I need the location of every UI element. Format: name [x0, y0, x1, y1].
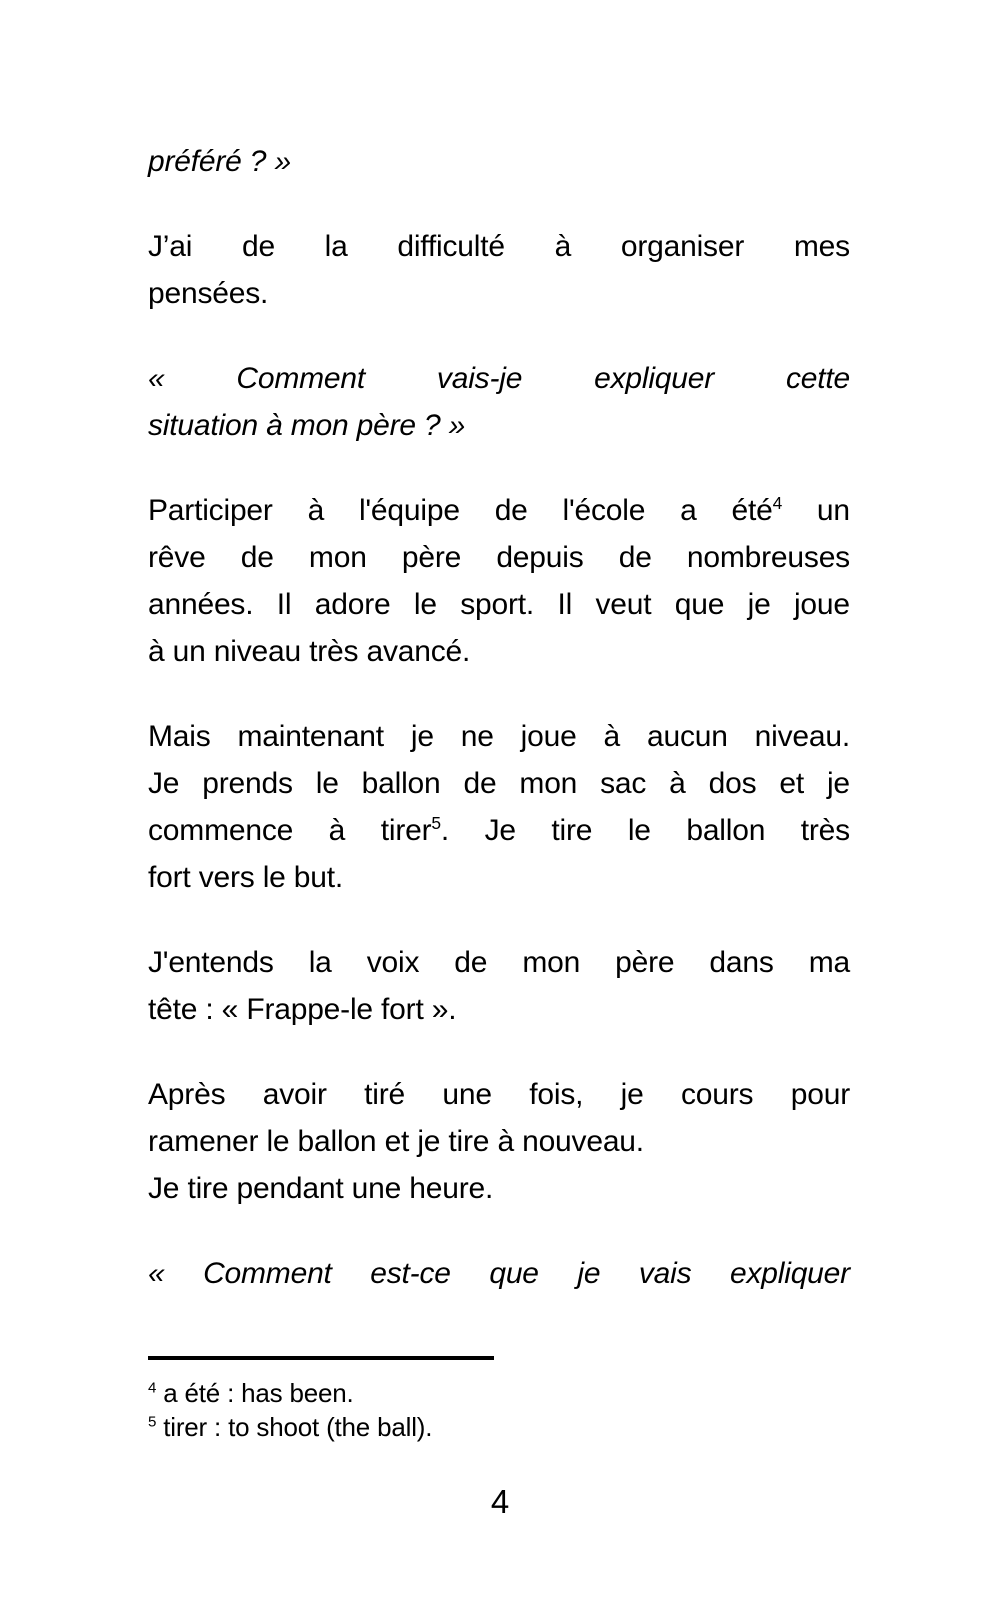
text-line [148, 713, 850, 760]
word: je [577, 1257, 601, 1290]
word: à [554, 230, 572, 263]
word: vais [638, 1257, 692, 1290]
word: Il [557, 588, 573, 621]
word: J'entends [148, 946, 274, 979]
word: a [680, 494, 697, 527]
word: à [328, 814, 346, 847]
text-column [148, 138, 850, 1335]
word: je [826, 767, 850, 800]
text-line: situation à mon père ? » [148, 409, 466, 442]
word: organiser [620, 230, 745, 263]
word: sac [600, 767, 647, 800]
word: voix [366, 946, 420, 979]
word: été$^4$ [731, 493, 783, 527]
word: est-ce [370, 1257, 451, 1290]
word: joue [793, 588, 850, 621]
word: adore [314, 588, 391, 621]
word: « [148, 1257, 165, 1290]
word: nombreuses [686, 541, 850, 574]
word: la [324, 230, 348, 263]
word: le [627, 814, 651, 847]
text-line: fort vers le but. [148, 861, 344, 894]
footnote-list [148, 1376, 850, 1444]
word: Comment [203, 1257, 332, 1290]
word: que [489, 1257, 539, 1290]
word: joue [520, 720, 577, 753]
word: de [454, 946, 488, 979]
page-number: 4 [490, 1483, 510, 1520]
word: difficulté [397, 230, 505, 263]
word: avoir [262, 1078, 327, 1111]
word: cette [785, 362, 850, 395]
word: veut [595, 588, 652, 621]
word: Je [148, 767, 180, 800]
word: maintenant [237, 720, 384, 753]
word: ballon [686, 814, 766, 847]
word: à [669, 767, 686, 800]
footnotes-section [148, 1356, 850, 1444]
word: commence [148, 814, 294, 847]
word: Mais [148, 720, 211, 753]
word: un [816, 494, 850, 527]
text-line: $^5$ tirer : to shoot (the ball). [148, 1412, 433, 1442]
word: J’ai [148, 230, 193, 263]
paragraph [148, 939, 850, 1033]
word: expliquer [594, 362, 715, 395]
word: Je [484, 814, 516, 847]
word: Il [276, 588, 292, 621]
paragraph-italic [148, 355, 850, 449]
word: rêve [148, 541, 206, 574]
text-line [148, 223, 850, 270]
word: à [603, 720, 621, 753]
word: une [442, 1078, 492, 1111]
word: ma [808, 946, 850, 979]
word: mes [793, 230, 850, 263]
word: de [494, 494, 528, 527]
word: je [747, 588, 771, 621]
word: tire [551, 814, 593, 847]
text-line [148, 1250, 850, 1297]
word: années. [148, 588, 254, 621]
footnote-divider [148, 1356, 494, 1360]
text-line: tête : « Frappe-le fort ». [148, 993, 457, 1026]
word: pour [790, 1078, 850, 1111]
word: sport. [460, 588, 535, 621]
text-line: Je tire pendant une heure. [148, 1172, 494, 1205]
word: ballon [361, 767, 441, 800]
text-line: $^4$ a été : has been. [148, 1378, 354, 1408]
word: prends [202, 767, 293, 800]
word: le [315, 767, 339, 800]
word: dos [708, 767, 757, 800]
word: et [779, 767, 804, 800]
word: vais-je [436, 362, 523, 395]
word: l'équipe [358, 494, 460, 527]
word: je [410, 720, 434, 753]
word: Participer [148, 494, 273, 527]
text-line: ramener le ballon et je tire à nouveau. [148, 1125, 644, 1158]
word: aucun [646, 720, 728, 753]
word: père [615, 946, 675, 979]
word: depuis [496, 541, 584, 574]
footnote-ref: 4 [772, 493, 783, 513]
text-line [148, 581, 850, 628]
paragraph [148, 1071, 850, 1212]
paragraph [148, 713, 850, 901]
text-line: pensées. [148, 277, 269, 310]
footnote-ref: 5 [431, 813, 441, 833]
text-line [148, 939, 850, 986]
word: tiré [364, 1078, 406, 1111]
word: mon [522, 946, 581, 979]
word: à [307, 494, 325, 527]
word: mon [308, 541, 367, 574]
word: l'école [562, 494, 646, 527]
word: de [463, 767, 497, 800]
word: de [618, 541, 652, 574]
word: Comment [236, 362, 366, 395]
footnote-ref: 4 [148, 1379, 157, 1397]
word: cours [680, 1078, 754, 1111]
text-line [148, 487, 850, 534]
word: de [240, 541, 274, 574]
text-line: préféré ? » [148, 145, 291, 178]
paragraph [148, 223, 850, 317]
paragraph-italic [148, 1250, 850, 1297]
word: mon [519, 767, 578, 800]
paragraph-italic [148, 138, 850, 185]
word: le [413, 588, 437, 621]
paragraph [148, 487, 850, 675]
word: dans [709, 946, 774, 979]
word: ne [460, 720, 494, 753]
text-line [148, 534, 850, 581]
word: tirer$^5$. [380, 813, 450, 847]
word: Après [148, 1078, 226, 1111]
word: père [401, 541, 462, 574]
word: fois, [529, 1078, 584, 1111]
word: je [620, 1078, 644, 1111]
word: « [148, 362, 165, 395]
word: très [800, 814, 850, 847]
word: la [308, 946, 332, 979]
word: de [241, 230, 275, 263]
footnote-ref: 5 [148, 1413, 157, 1431]
text-line [148, 1071, 850, 1118]
text-line: à un niveau très avancé. [148, 635, 471, 668]
text-line [148, 760, 850, 807]
text-line [148, 355, 850, 402]
word: que [674, 588, 725, 621]
text-line [148, 807, 850, 854]
word: expliquer [730, 1257, 850, 1290]
word: niveau. [754, 720, 850, 753]
